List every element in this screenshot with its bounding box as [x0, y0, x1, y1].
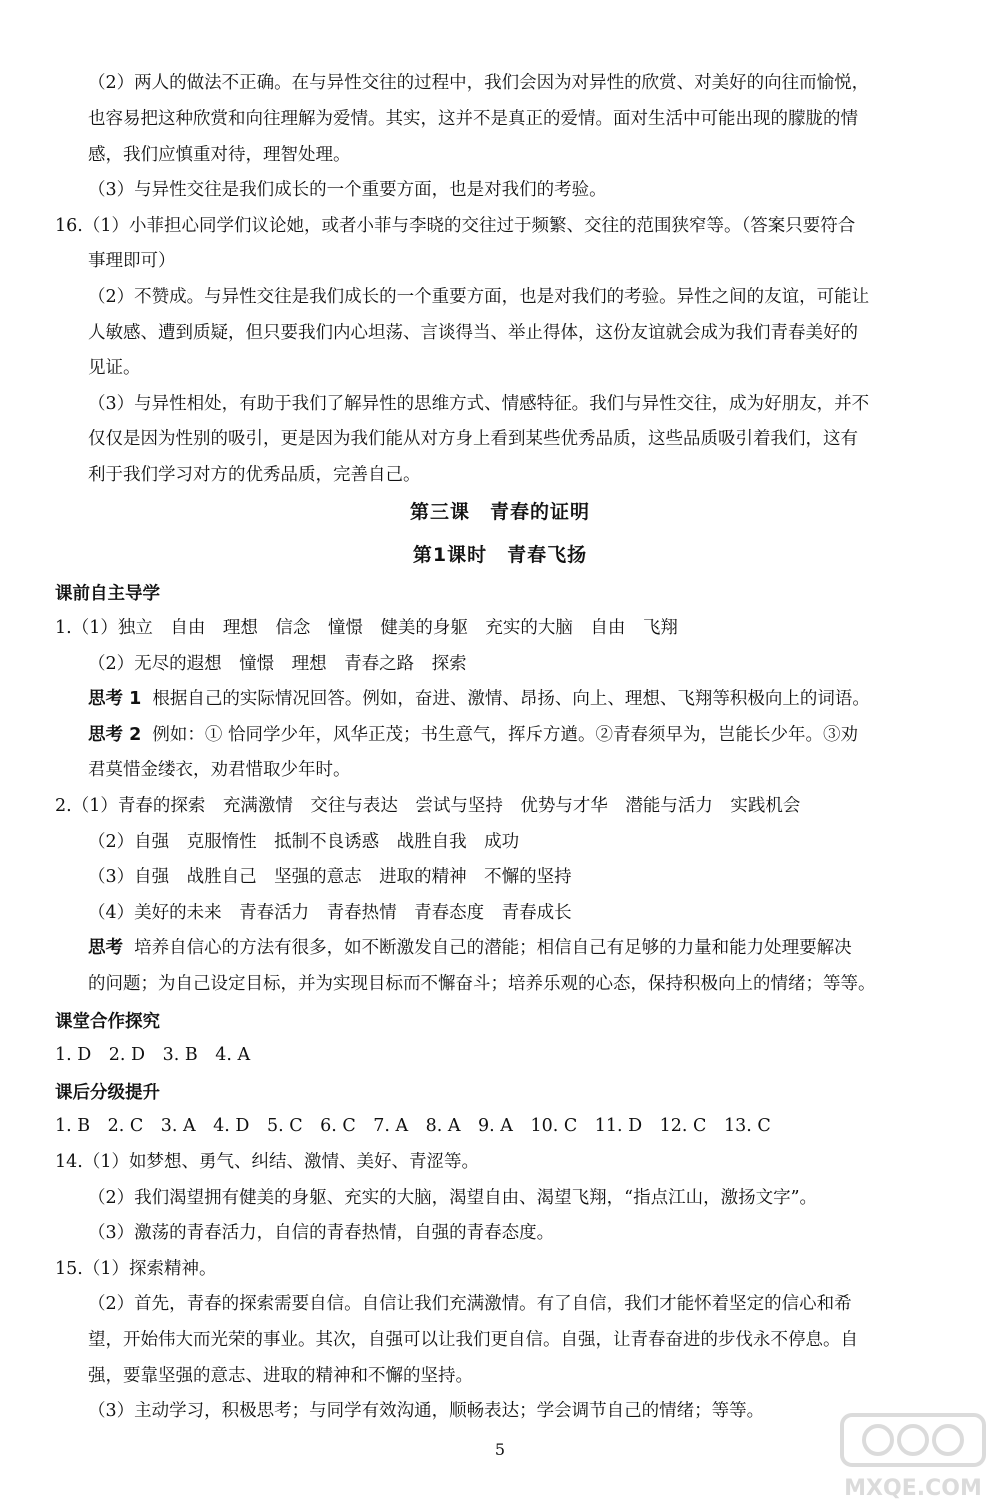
text-line: 1. D 2. D 3. B 4. A [55, 1045, 251, 1065]
text-line: （2）无尽的遐想 憧憬 理想 青春之路 探索 [88, 654, 467, 674]
text-line: （2）首先，青春的探索需要自信。自信让我们充满激情。有了自信，我们才能怀着坚定的信心和希 [88, 1294, 852, 1314]
text-line: （3）与异性相处，有助于我们了解异性的思维方式、情感特征。我们与异性交往，成为好朋友，并不 [88, 394, 870, 414]
text-line: 的问题；为自己设定目标，并为实现目标而不懈奋斗；培养乐观的心态，保持积极向上的情绪；等等。 [88, 974, 876, 994]
text-line: （2）两人的做法不正确。在与异性交往的过程中，我们会因为对异性的欣赏、对美好的向往而愉悦， [88, 73, 870, 93]
period-title: 第1课时 青春飞扬 [412, 544, 588, 566]
text-line: 也容易把这种欣赏和向往理解为爱情。其实，这并不是真正的爱情。面对生活中可能出现的朦胧的情 [88, 109, 858, 129]
watermark-text: MXQE.COM [844, 1476, 982, 1501]
think-text: 根据自己的实际情况回答。例如，奋进、激情、昂扬、向上、理想、飞翔等积极向上的词语。 [152, 689, 870, 709]
text-line: 事理即可） [88, 251, 176, 271]
text-line: （3）激荡的青春活力，自信的青春热情，自强的青春态度。 [88, 1223, 555, 1243]
text-line: （4）美好的未来 青春活力 青春热情 青春态度 青春成长 [88, 903, 572, 923]
text-line: （2）自强 克服惰性 抵制不良诱惑 战胜自我 成功 [88, 832, 520, 852]
section-heading: 课前自主导学 [55, 584, 160, 604]
text-line [0, 936, 1000, 960]
think-text: 培养自信心的方法有很多，如不断激发自己的潜能；相信自己有足够的力量和能力处理要解决 [134, 938, 852, 958]
text-line: 1.（1）独立 自由 理想 信念 憧憬 健美的身躯 充实的大脑 自由 飞翔 [55, 618, 678, 638]
section-heading: 课堂合作探究 [55, 1012, 160, 1032]
watermark-logo [838, 1411, 988, 1503]
think-label: 思考 2 [88, 725, 142, 745]
lesson-title: 第三课 青春的证明 [409, 501, 590, 523]
text-line: （3）自强 战胜自己 坚强的意志 进取的精神 不懈的坚持 [88, 867, 572, 887]
page-number: 5 [494, 1440, 506, 1459]
text-line: 16.（1）小菲担心同学们议论她，或者小菲与李晓的交往过于频繁、交往的范围狭窄等。（答案只要符合 [55, 216, 856, 236]
think-text: 例如：① 恰同学少年，风华正茂；书生意气，挥斥方遒。②青春须早为，岂能长少年。③劝 [152, 725, 858, 745]
text-line: 1. B 2. C 3. A 4. D 5. C 6. C 7. A 8. A 9. A 10. C 11. D 12. C 13. C [55, 1116, 771, 1136]
section-heading: 课后分级提升 [55, 1083, 160, 1103]
text-line: 利于我们学习对方的优秀品质，完善自己。 [88, 465, 421, 485]
think-label: 思考 [88, 938, 123, 958]
text-line: （3）与异性交往是我们成长的一个重要方面，也是对我们的考验。 [88, 180, 607, 200]
text-line: 见证。 [88, 358, 141, 378]
text-line: （2）我们渴望拥有健美的身躯、充实的大脑，渴望自由、渴望飞翔，“指点江山，激扬文字”。 [88, 1188, 818, 1208]
text-line [0, 687, 1000, 711]
text-line: 强，要靠坚强的意志、进取的精神和不懈的坚持。 [88, 1366, 473, 1386]
text-line: 2.（1）青春的探索 充满激情 交往与表达 尝试与坚持 优势与才华 潜能与活力 实践机会 [55, 796, 801, 816]
text-line: （2）不赞成。与异性交往是我们成长的一个重要方面，也是对我们的考验。异性之间的友谊，可能让 [88, 287, 870, 307]
text-line: （3）主动学习，积极思考；与同学有效沟通，顺畅表达；学会调节自己的情绪；等等。 [88, 1401, 765, 1421]
text-line: 仅仅是因为性别的吸引，更是因为我们能从对方身上看到某些优秀品质，这些品质吸引着我们，这有 [88, 429, 858, 449]
text-line [0, 723, 1000, 747]
text-line: 人敏感、遭到质疑，但只要我们内心坦荡、言谈得当、举止得体，这份友谊就会成为我们青春美好的 [88, 323, 858, 343]
text-line: 14.（1）如梦想、勇气、纠结、激情、美好、青涩等。 [55, 1152, 479, 1172]
think-label: 思考 1 [88, 689, 142, 709]
watermark-icon [838, 1411, 988, 1503]
text-line: 君莫惜金缕衣，劝君惜取少年时。 [88, 760, 351, 780]
text-line: 15.（1）探索精神。 [55, 1259, 217, 1279]
text-line: 感，我们应慎重对待，理智处理。 [88, 145, 351, 165]
text-line: 望，开始伟大而光荣的事业。其次，自强可以让我们更自信。自强，让青春奋进的步伐永不停息。自 [88, 1330, 858, 1350]
